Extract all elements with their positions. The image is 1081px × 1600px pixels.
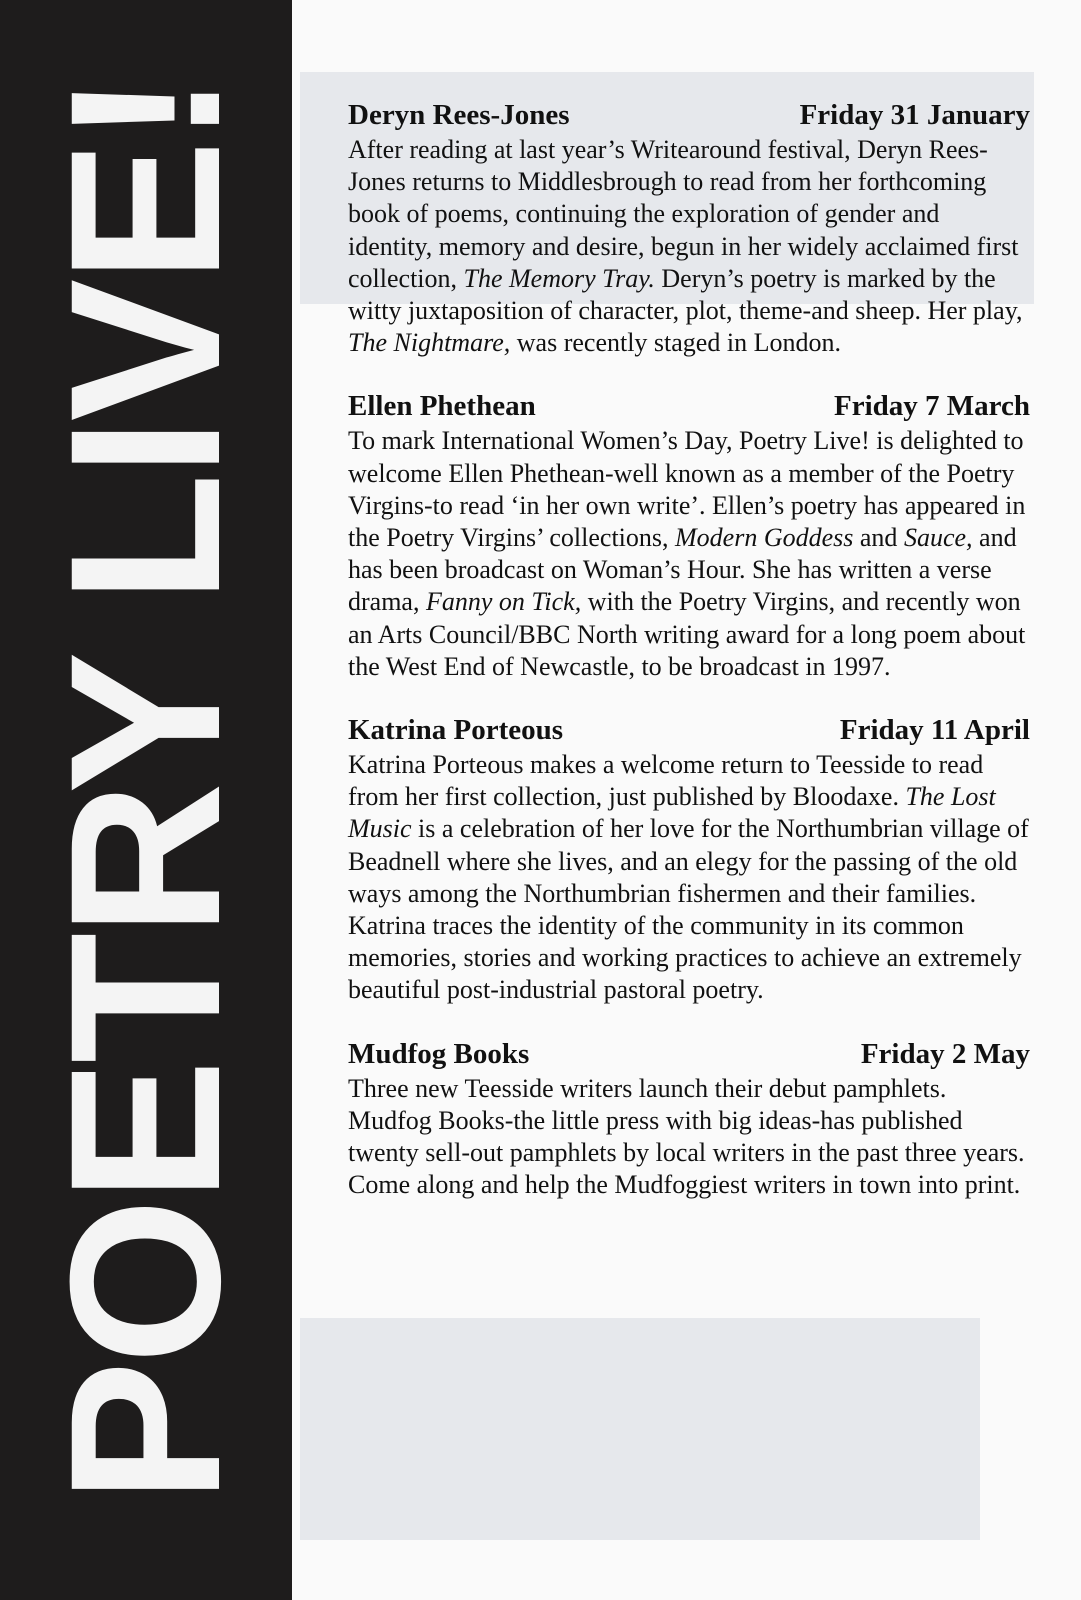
event-date: Friday 31 January [799, 99, 1030, 131]
event-text: Katrina Porteous makes a welcome return to Teesside to read from her first collection, just published by Bloodaxe. [348, 750, 984, 812]
event-title-italic: The Lost Music [348, 782, 996, 844]
side-banner [0, 0, 292, 1600]
event-list [348, 96, 1030, 1229]
event-text: with the Poetry Virgins, and recently won an Arts Council/BBC North writing award for a long poem about the West End of Newcastle, to be broadcast in 1997. [348, 587, 1026, 681]
event-name: Mudfog Books [348, 1037, 530, 1070]
event-text: and has been broadcast on Woman’s Hour. She has written a verse drama, [348, 523, 1017, 617]
event-description [348, 425, 1030, 683]
event-entry [348, 387, 1030, 683]
event-text: Deryn’s poetry is marked by the witty juxtaposition of character, plot, theme-and sheep. Her play, [348, 263, 1023, 326]
event-date: Friday 7 March [834, 390, 1030, 423]
event-date: Friday 2 May [860, 1037, 1030, 1070]
event-title-italic: Modern Goddess [675, 523, 854, 553]
event-name: Ellen Phethean [348, 390, 536, 423]
event-name: Katrina Porteous [348, 714, 564, 747]
event-description [348, 1073, 1030, 1202]
event-text: was recently staged in London. [510, 328, 841, 358]
event-date: Friday 11 April [839, 714, 1030, 747]
side-title: POETRY LIVE! [26, 76, 265, 1504]
event-title-italic: Sauce, [903, 523, 973, 553]
event-header [348, 387, 1030, 425]
event-header [348, 1035, 1030, 1073]
event-name: Deryn Rees-Jones [348, 99, 570, 131]
event-text: After reading at last year’s Writearound festival, Deryn Rees-Jones returns to Middlesbrough to read from her forthcoming book of poems, continuing the exploration of gender and identity, memory and desire, begun in her widely acclaimed first collection, [348, 135, 1019, 293]
event-title-italic: Fanny on Tick, [425, 587, 582, 617]
event-header [348, 711, 1030, 749]
reverse-show-through-bottom [300, 1318, 980, 1540]
event-entry [348, 1035, 1030, 1202]
event-entry [348, 96, 1030, 359]
event-text: and [853, 523, 904, 553]
event-title-italic: The Memory Tray. [463, 263, 655, 293]
event-title-italic: The Nightmare, [348, 328, 511, 358]
event-description [348, 749, 1030, 1007]
event-header [348, 96, 1030, 134]
event-text: Three new Teesside writers launch their debut pamphlets. Mudfog Books-the little press with big ideas-has published twenty sell-out pamphlets by local writers in the past three years. Come along and help the Mudfoggiest writers in town into print. [348, 1073, 1025, 1200]
event-description [348, 134, 1030, 359]
event-text: To mark International Women’s Day, Poetry Live! is delighted to welcome Ellen Phethean-well known as a member of the Poetry Virgins-to read ‘in her own write’. Ellen’s poetry has appeared in the Poetry Virgins’ collections, [348, 426, 1026, 553]
event-text: is a celebration of her love for the Northumbrian village of Beadnell where she lives, and an elegy for the passing of the old ways among the Northumbrian fishermen and their families. Katrina traces the identity of the community in its common memories, stories and working practices to achieve an extremely beautiful post-industrial pastoral poetry. [348, 814, 1029, 1005]
event-entry [348, 711, 1030, 1007]
